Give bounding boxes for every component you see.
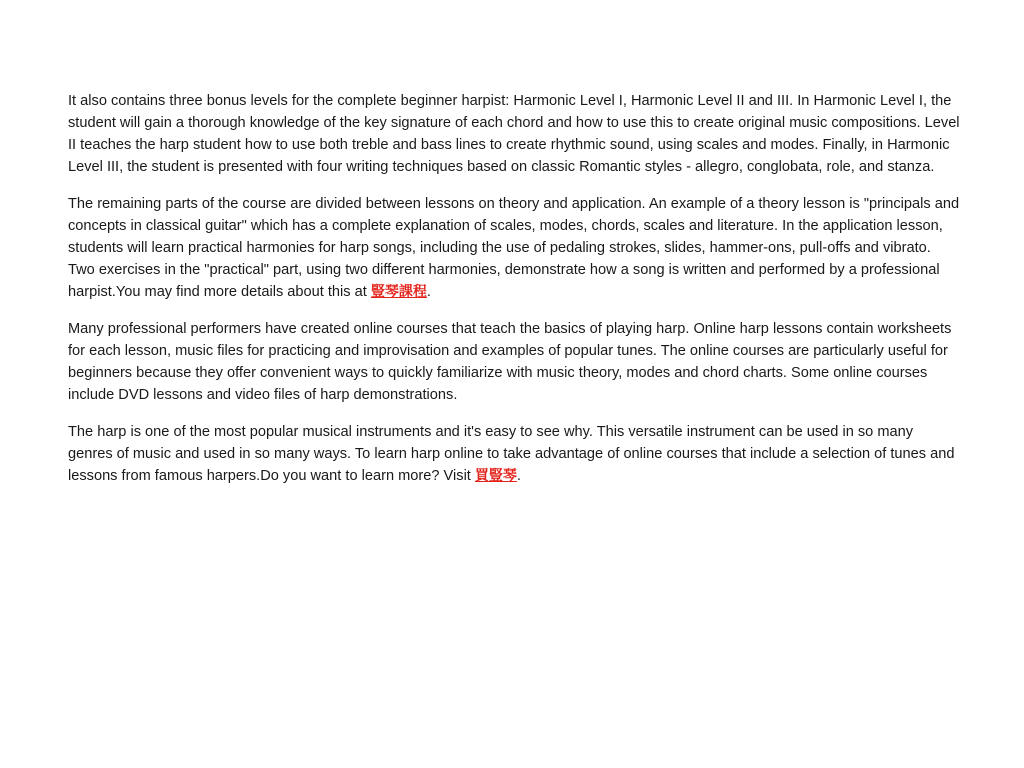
paragraph-course-parts-text: The remaining parts of the course are divided between lessons on theory and application. An example of a theory lesson is "principals and concepts in classical guitar" which has a complete explanation of scales, modes, chords, scales and literature. In the application lesson, students will learn practical harmonies for harp songs, including the use of pedaling strokes, slides, hammer-ons, pull-offs and vibrato. Two exercises in the "practical" part, using two different harmonies, demonstrate how a song is written and performed by a professional harpist.You may find more details about this at bbox=[68, 196, 960, 300]
paragraph-online-courses: Many professional performers have created online courses that teach the basics of playing harp. Online harp lessons contain worksheets for each lesson, music files for practicing and improvisation and examples of popular tunes. The online courses are particularly useful for beginners because they offer convenient ways to quickly familiarize with music theory, modes and chord charts. Some online courses include DVD lessons and video files of harp demonstrations. bbox=[68, 321, 952, 403]
paragraph-harp-popularity-text: The harp is one of the most popular musical instruments and it's easy to see why. This versatile instrument can be used in so many genres of music and used in so many ways. To learn harp online to take advantage of online courses that include a selection of tunes and lessons from famous harpers.Do you want to learn more? Visit bbox=[68, 424, 955, 484]
harp-course-link[interactable]: 豎琴課程 bbox=[370, 284, 427, 300]
paragraph-harp-popularity-end: . bbox=[516, 468, 521, 484]
paragraph-course-parts bbox=[68, 193, 960, 303]
paragraph-course-parts-end: . bbox=[426, 284, 431, 300]
paragraph-bonus-levels: It also contains three bonus levels for the complete beginner harpist: Harmonic Level I, Harmonic Level II and III. In Harmonic Level I, the student will gain a thorough knowledge of the key signature of each chord and how to use this to create original music compositions. Level II teaches the harp student how to use both treble and bass lines to create rhythmic sound, using scales and modes. Finally, in Harmonic Level III, the student is presented with four writing techniques based on classic Romantic styles - allegro, conglobata, role, and stanza. bbox=[68, 93, 960, 175]
buy-harp-link[interactable]: 買豎琴 bbox=[474, 468, 517, 484]
paragraph-harp-popularity bbox=[68, 421, 960, 487]
slide-content bbox=[68, 90, 960, 502]
